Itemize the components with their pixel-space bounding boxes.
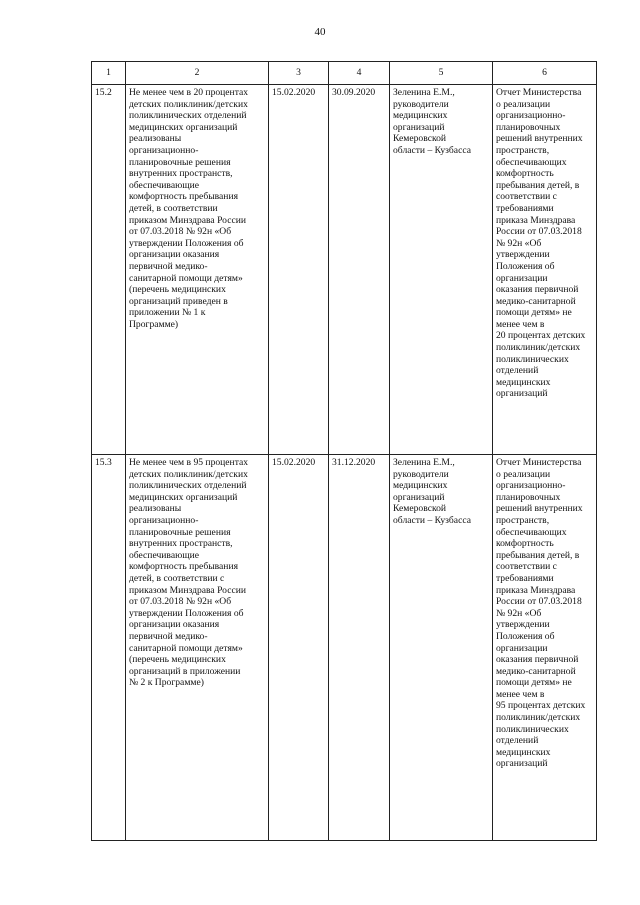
text-line: Отчет Министерства	[496, 87, 582, 98]
text-line: поликлинических отделений	[129, 110, 247, 122]
column-header-6: 6	[493, 62, 597, 85]
text-line: организации	[496, 272, 548, 284]
text-line: реализованы	[129, 133, 182, 145]
text-line: руководители	[393, 468, 449, 480]
text-line: приказа Минздрава	[496, 584, 576, 596]
text-line: приложении № 1 к	[129, 307, 206, 319]
text-line: от 07.03.2018 № 92н «Об	[129, 596, 232, 608]
column-header-5: 5	[390, 62, 493, 85]
text-line: поликлинических	[496, 353, 569, 365]
row-number: 15.3	[92, 455, 126, 841]
start-date: 15.02.2020	[269, 455, 329, 841]
text-line: организаций в приложении	[129, 665, 241, 677]
header-row	[92, 62, 597, 85]
text-line: медико-санитарной	[496, 665, 576, 677]
text-line: реализованы	[129, 503, 182, 515]
text-line: организационно-	[129, 144, 199, 156]
text-line: комфортность	[496, 538, 554, 550]
text-line: менее чем в	[496, 688, 545, 700]
end-date: 30.09.2020	[329, 85, 390, 455]
text-line: комфортность пребывания	[129, 191, 238, 203]
measures-table	[91, 61, 597, 841]
text-line: требованиями	[496, 572, 554, 584]
text-line: организации оказания	[129, 619, 220, 631]
text-line: обеспечивающие	[129, 549, 200, 561]
text-line: планировочных	[496, 121, 561, 133]
text-line: Не менее чем в 20 процентах	[129, 87, 249, 98]
text-line: № 92н «Об	[496, 607, 542, 619]
text-line: обеспечивающих	[496, 526, 567, 538]
text-line: поликлинических отделений	[129, 480, 247, 492]
text-line: утверждении Положения об	[129, 237, 244, 249]
text-line: детей, в соответствии с	[129, 572, 225, 584]
text-line: организационно-	[496, 480, 566, 492]
text-line: организации	[496, 642, 548, 654]
text-line: детей, в соответствии	[129, 202, 218, 214]
text-line: Отчет Министерства	[496, 457, 582, 468]
text-line: комфортность пребывания	[129, 561, 238, 573]
text-line: организаций	[496, 758, 548, 770]
text-line: области – Кузбасса	[393, 144, 471, 156]
text-line: поликлинических	[496, 723, 569, 735]
row-number: 15.2	[92, 85, 126, 455]
column-header-2: 2	[126, 62, 269, 85]
text-line: организаций	[496, 388, 548, 400]
text-line: Программе)	[129, 318, 179, 330]
responsible-persons	[390, 85, 493, 455]
text-line: медицинских	[393, 480, 448, 492]
text-line: поликлиник/детских	[496, 342, 581, 354]
text-line: обеспечивающих	[496, 156, 567, 168]
text-line: планировочные решения	[129, 156, 231, 168]
table-row	[92, 455, 597, 841]
text-line: Положения об	[496, 630, 555, 642]
text-line: России от 07.03.2018	[496, 596, 582, 608]
text-line: отделений	[496, 365, 539, 377]
text-line: требованиями	[496, 202, 554, 214]
text-line: утверждении Положения об	[129, 607, 244, 619]
text-line: соответствии с	[496, 561, 557, 573]
text-line: о реализации	[496, 468, 551, 480]
text-line: медицинских	[496, 746, 551, 758]
text-line: решений внутренних	[496, 133, 583, 145]
text-line: пространств,	[496, 514, 550, 526]
text-line: организации оказания	[129, 249, 220, 261]
text-line: Не менее чем в 95 процентах	[129, 457, 249, 468]
text-line: Зеленина Е.М.,	[393, 87, 455, 98]
text-line: помощи детям» не	[496, 307, 572, 319]
text-line: санитарной помощи детям»	[129, 272, 243, 284]
text-line: Кемеровской	[393, 133, 447, 145]
page-number: 40	[314, 26, 326, 38]
text-line: планировочные решения	[129, 526, 231, 538]
text-line: помощи детям» не	[496, 677, 572, 689]
text-line: приказом Минздрава России	[129, 584, 246, 596]
column-header-3: 3	[269, 62, 329, 85]
text-line: № 92н «Об	[496, 237, 542, 249]
text-line: от 07.03.2018 № 92н «Об	[129, 226, 232, 238]
text-line: утверждении	[496, 619, 550, 631]
text-line: утверждении	[496, 249, 550, 261]
text-line: приказа Минздрава	[496, 214, 576, 226]
text-line: внутренних пространств,	[129, 538, 233, 550]
text-line: организаций приведен в	[129, 295, 228, 307]
text-line: организационно-	[496, 110, 566, 122]
text-line: (перечень медицинских	[129, 654, 226, 666]
text-line: организаций	[393, 121, 445, 133]
text-line: организационно-	[129, 514, 199, 526]
text-line: медицинских	[393, 110, 448, 122]
text-line: обеспечивающие	[129, 179, 200, 191]
text-line: приказом Минздрава России	[129, 214, 246, 226]
start-date: 15.02.2020	[269, 85, 329, 455]
text-line: пребывания детей, в	[496, 549, 580, 561]
text-line: пространств,	[496, 144, 550, 156]
text-line: комфортность	[496, 168, 554, 180]
text-line: отделений	[496, 735, 539, 747]
text-line: планировочных	[496, 491, 561, 503]
column-header-1: 1	[92, 62, 126, 85]
text-line: оказания первичной	[496, 284, 579, 296]
text-line: пребывания детей, в	[496, 179, 580, 191]
column-header-4: 4	[329, 62, 390, 85]
text-line: руководители	[393, 98, 449, 110]
text-line: о реализации	[496, 98, 551, 110]
table-row	[92, 85, 597, 455]
responsible-persons	[390, 455, 493, 841]
text-line: санитарной помощи детям»	[129, 642, 243, 654]
expected-result	[493, 455, 597, 841]
text-line: области – Кузбасса	[393, 514, 471, 526]
text-line: первичной медико-	[129, 630, 208, 642]
text-line: оказания первичной	[496, 654, 579, 666]
text-line: медицинских организаций	[129, 491, 238, 503]
text-line: медицинских	[496, 376, 551, 388]
text-line: решений внутренних	[496, 503, 583, 515]
text-line: внутренних пространств,	[129, 168, 233, 180]
text-line: соответствии с	[496, 191, 557, 203]
text-line: организаций	[393, 491, 445, 503]
text-line: России от 07.03.2018	[496, 226, 582, 238]
text-line: менее чем в	[496, 318, 545, 330]
text-line: первичной медико-	[129, 260, 208, 272]
text-line: детских поликлиник/детских	[129, 98, 248, 110]
text-line: (перечень медицинских	[129, 284, 226, 296]
measure-description	[126, 455, 269, 841]
expected-result	[493, 85, 597, 455]
text-line: 95 процентах детских	[496, 700, 586, 712]
text-line: № 2 к Программе)	[129, 677, 204, 689]
text-line: Кемеровской	[393, 503, 447, 515]
text-line: Зеленина Е.М.,	[393, 457, 455, 468]
text-line: медицинских организаций	[129, 121, 238, 133]
text-line: поликлиник/детских	[496, 712, 581, 724]
text-line: 20 процентах детских	[496, 330, 586, 342]
text-line: Положения об	[496, 260, 555, 272]
end-date: 31.12.2020	[329, 455, 390, 841]
measure-description	[126, 85, 269, 455]
text-line: детских поликлиник/детских	[129, 468, 248, 480]
text-line: медико-санитарной	[496, 295, 576, 307]
